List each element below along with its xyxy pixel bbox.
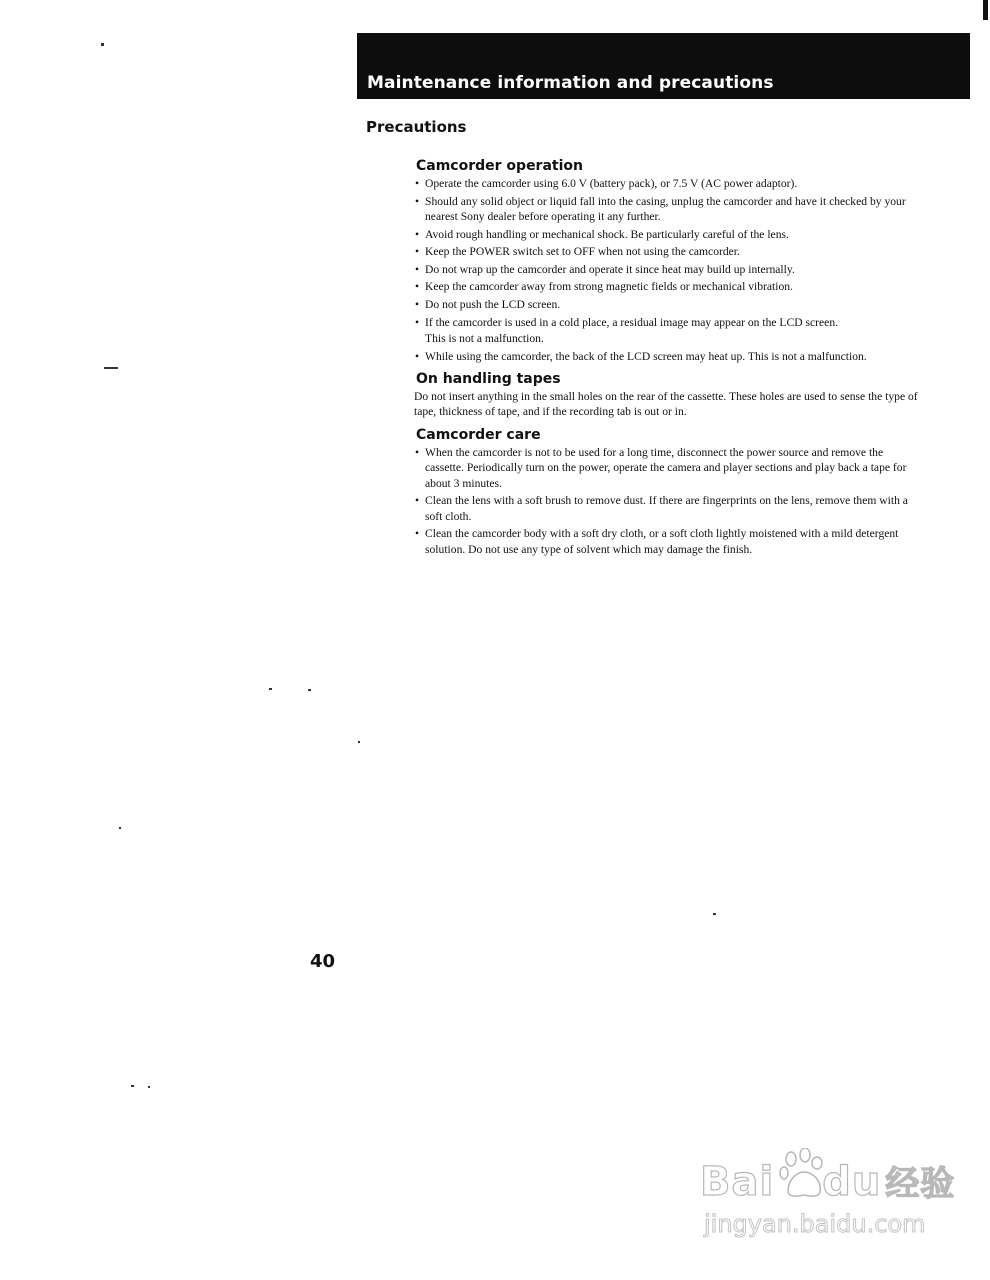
handling-tapes-text: Do not insert anything in the small holes on the rear of the cassette. These holes are used to sense the type of tape, thickness of tape, and if the recording tab is out or in. (414, 389, 918, 419)
list-item: • Do not push the LCD screen. (414, 297, 924, 312)
camcorder-operation-list (414, 176, 924, 330)
list-item: • Operate the camcorder using 6.0 V (battery pack), or 7.5 V (AC power adaptor). (414, 176, 924, 191)
content-body (414, 157, 924, 559)
scan-speck (148, 1086, 150, 1088)
watermark-brand-left: Bai (700, 1159, 775, 1205)
list-item: • While using the camcorder, the back of the LCD screen may heat up. This is not a malfunction. (414, 349, 924, 364)
list-item: • Should any solid object or liquid fall into the casing, unplug the camcorder and have it checked by your nearest Sony dealer before operating it any further. (414, 194, 924, 225)
camcorder-care-list (414, 445, 924, 557)
scan-speck (119, 827, 121, 829)
list-item: • Keep the camcorder away from strong magnetic fields or mechanical vibration. (414, 279, 924, 294)
header-title: Maintenance information and precautions (367, 73, 774, 93)
scan-speck (308, 689, 311, 691)
page-edge-mark (983, 0, 988, 20)
scan-speck (713, 913, 716, 915)
header-bar (357, 33, 970, 99)
watermark-url: jingyan.baidu.com (704, 1210, 926, 1238)
handling-tapes-heading: On handling tapes (416, 370, 561, 387)
watermark-brand-right: du (822, 1159, 882, 1205)
list-item: • Avoid rough handling or mechanical shock. Be particularly careful of the lens. (414, 227, 924, 242)
camcorder-operation-list-cont (414, 349, 924, 364)
list-item: • Clean the lens with a soft brush to remove dust. If there are fingerprints on the lens, remove them with a soft cloth. (414, 493, 924, 524)
scan-speck (131, 1085, 134, 1087)
malfunction-note: This is not a malfunction. (425, 332, 544, 346)
scan-speck (104, 367, 118, 369)
list-item: • Do not wrap up the camcorder and operate it since heat may build up internally. (414, 262, 924, 277)
scan-speck (269, 688, 272, 690)
camcorder-operation-heading: Camcorder operation (416, 158, 583, 174)
watermark-brand-cn: 经验 (885, 1164, 956, 1204)
list-item: • If the camcorder is used in a cold place, a residual image may appear on the LCD screen. (414, 315, 924, 330)
section-title: Precautions (366, 118, 467, 136)
list-item: • When the camcorder is not to be used for a long time, disconnect the power source and remove the cassette. Periodically turn on the power, operate the camera and player sections and play back a tape for about 3 minutes. (414, 445, 924, 491)
scan-speck (358, 741, 360, 743)
camcorder-care-heading: Camcorder care (416, 426, 541, 443)
list-item: • Keep the POWER switch set to OFF when not using the camcorder. (414, 244, 924, 259)
watermark-logo-text (700, 1156, 955, 1205)
scan-speck (101, 43, 104, 46)
list-item: • Clean the camcorder body with a soft dry cloth, or a soft cloth lightly moistened with a mild detergent solution. Do not use any type of solvent which may damage the finish. (414, 526, 924, 557)
baidu-jingyan-watermark (700, 1148, 956, 1250)
page-number: 40 (310, 951, 336, 972)
